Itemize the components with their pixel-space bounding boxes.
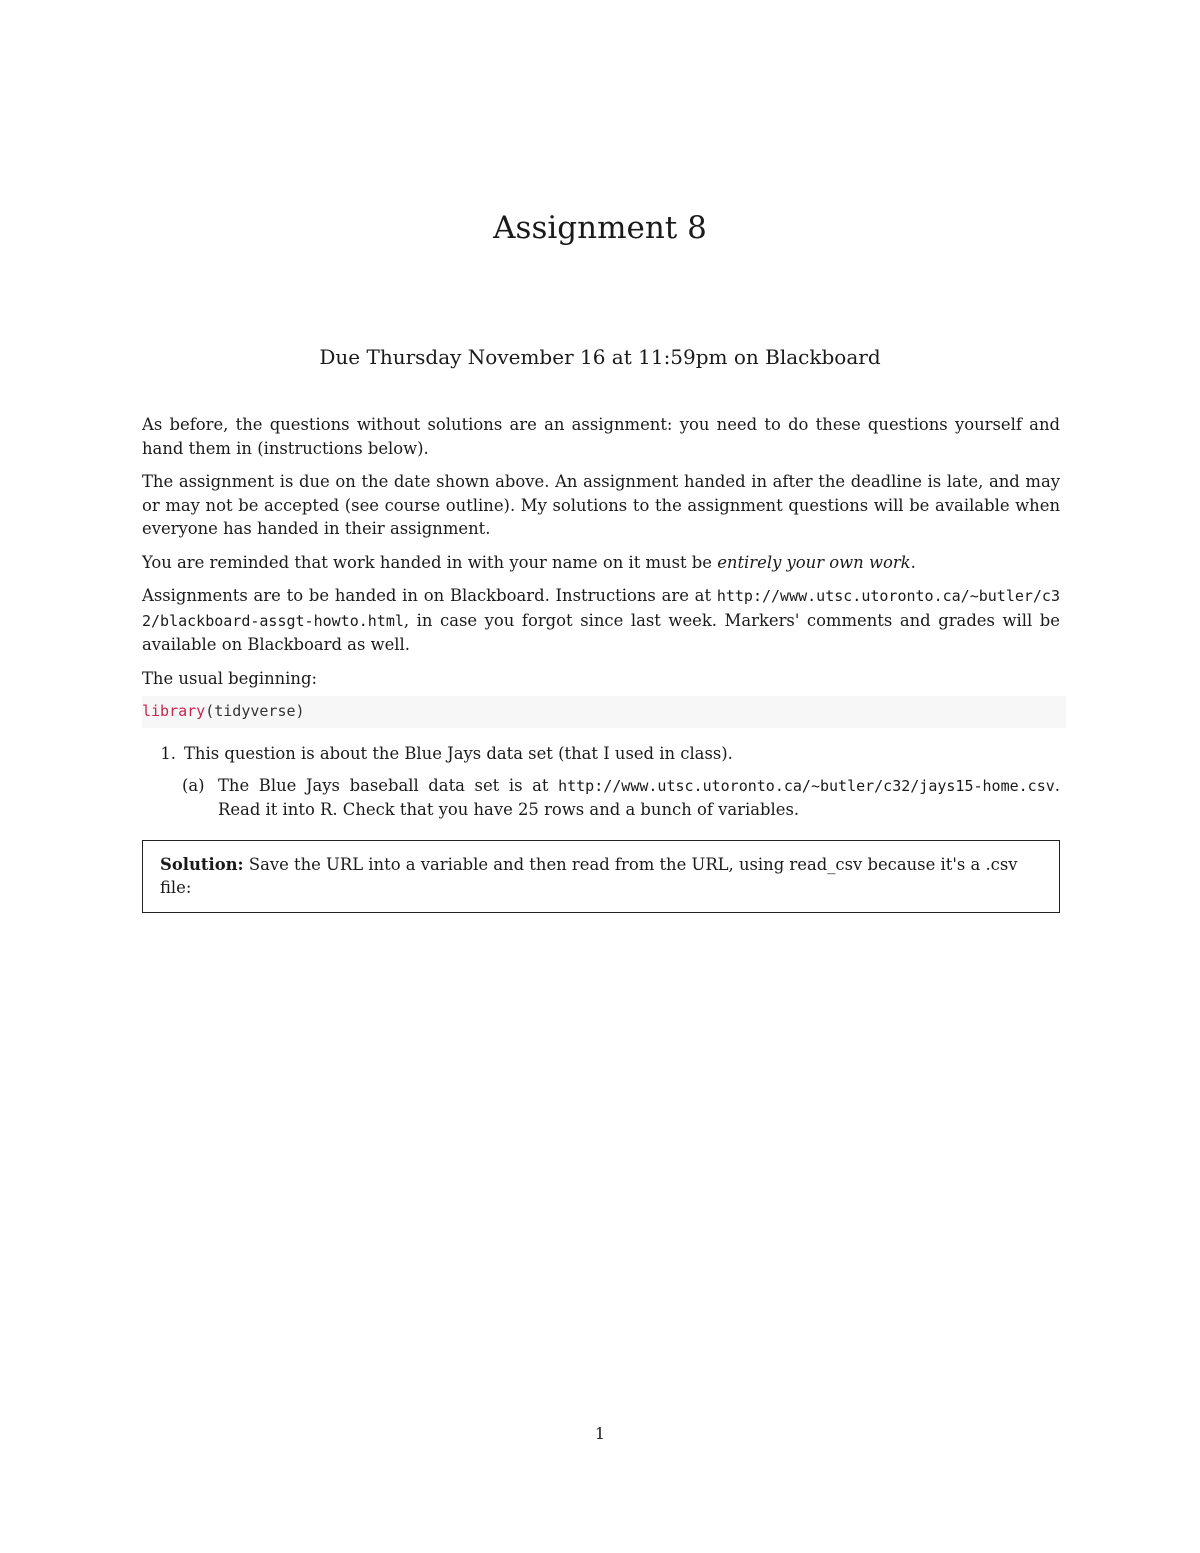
question-1a [182,774,1060,822]
submission-text-end: , in case you forgot since last week. Markers' comments and grades will be available on Blackboard as well. [142,610,1060,654]
solution-box [142,840,1060,913]
subquestion-text-end: . Read it into R. Check that you have 25 rows and a bunch of variables. [218,775,1060,819]
honesty-paragraph [142,551,1060,575]
question-list [142,742,1060,822]
page-number: 1 [594,1424,606,1443]
document-title: Assignment 8 [493,210,707,246]
subquestion-text-start: The Blue Jays baseball data set is at [218,775,559,795]
usual-beginning: The usual beginning: [142,668,317,688]
submission-text: Assignments are to be handed in on Blackboard. Instructions are at [142,586,717,605]
solution-label: Solution: [160,854,244,874]
dataset-link[interactable]: http://www.utsc.utoronto.ca/~butler/c32/jays15-home.csv [558,776,1055,795]
due-date: Due Thursday November 16 at 11:59pm on Blackboard [319,345,881,369]
solution-text: Save the URL into a variable and then read from the URL, using read_csv because it's a .csv file: [160,854,1018,897]
honesty-text: You are reminded that work handed in with your name on it must be [142,552,718,572]
question-text: This question is about the Blue Jays data set (that I used in class). [184,744,733,763]
code-argument: (tidyverse) [205,702,305,720]
document-body [142,413,1060,913]
subquestion-text [218,774,1060,822]
honesty-emphasis: entirely your own work [717,552,911,572]
question-1 [142,742,1060,766]
intro-paragraph: As before, the questions without solutions are an assignment: you need to do these questions yourself and hand them in (instructions below). [142,415,1060,458]
honesty-end: . [910,552,916,572]
instructions-link[interactable]: http://www.utsc.utoronto.ca/~butler/c32/blackboard-assgt-howto.html [142,587,1060,630]
deadline-paragraph: The assignment is due on the date shown above. An assignment handed in after the deadline is late, and may or may not be accepted (see course outline). My solutions to the assignment questions will be available when everyone has handed in their assignment. [142,472,1060,538]
question-number: 1. [160,744,176,763]
submission-paragraph [142,584,1060,657]
code-function: library [142,702,206,720]
subquestion-number: (a) [182,775,205,795]
code-block [142,696,1066,728]
